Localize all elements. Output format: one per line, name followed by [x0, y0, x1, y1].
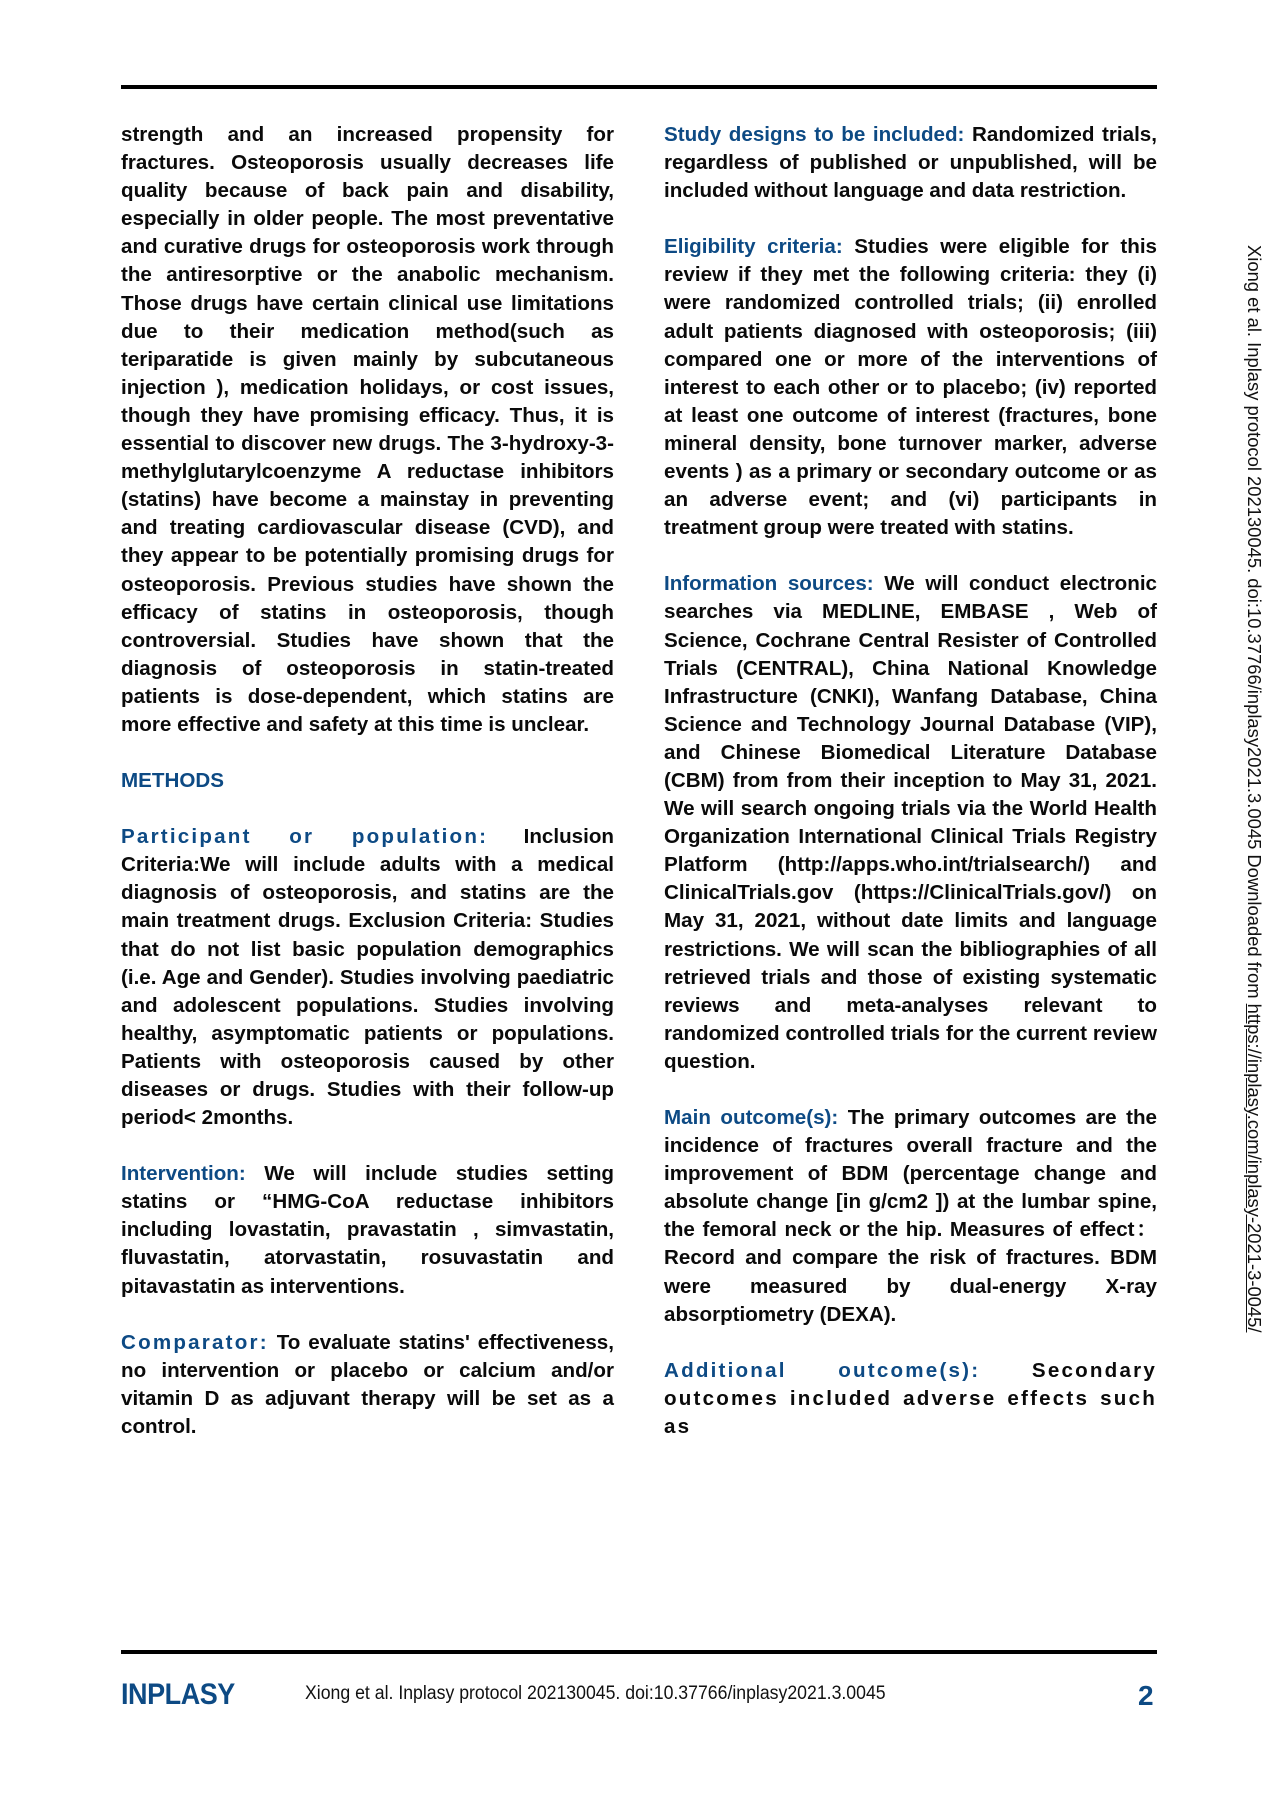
main-outcomes-label: Main outcome(s):: [664, 1106, 839, 1129]
information-sources-section: [664, 570, 1157, 1076]
side-download-note: [1243, 245, 1265, 1332]
eligibility-label: Eligibility criteria:: [664, 235, 843, 259]
footer-brand-logo: INPLASY: [121, 1678, 235, 1711]
main-outcomes-section: [664, 1104, 1157, 1329]
study-designs-label: Study designs to be included:: [664, 123, 965, 146]
study-designs-text: Randomized trials, regardless of published or unpublished, will be included without language and data restriction.: [664, 123, 1157, 203]
comparator-section: [121, 1329, 614, 1441]
participant-label: Participant or population:: [121, 825, 489, 849]
additional-outcomes-label: Additional outcome(s):: [664, 1358, 981, 1382]
methods-heading: [121, 767, 614, 795]
eligibility-section: [664, 233, 1157, 542]
header-rule: [121, 85, 1157, 89]
left-column: [121, 121, 614, 1469]
intro-text: strength and an increased propensity for fractures. Osteoporosis usually decreases life quality because of back pain and disability, especially in older people. The most preventative and curative drugs for osteoporosis work through the antiresorptive or the anabolic mechanism. Those drugs have certain clinical use limitations due to their medication method(such as teriparatide is given mainly by subcutaneous injection ), medication holidays, or cost issues, though they have promising efficacy. Thus, it is essential to discover new drugs. The 3-hydroxy-3-methylglutarylcoenzyme A reductase inhibitors (statins) have become a mainstay in preventing and treating cardiovascular disease (CVD), and they appear to be potentially promising drugs for osteoporosis. Previous studies have shown the efficacy of statins in osteoporosis, though controversial. Studies have shown that the diagnosis of osteoporosis in statin-treated patients is dose-dependent, which statins are more effective and safety at this time is unclear.: [121, 123, 614, 736]
side-note-link[interactable]: https://inplasy.com/inplasy-2021-3-0045/: [1244, 1003, 1265, 1333]
additional-outcomes-text: Secondary outcomes included adverse effects such as: [664, 1358, 1157, 1438]
page-number: 2: [1138, 1680, 1154, 1711]
additional-outcomes-section: [664, 1357, 1157, 1441]
participant-section: [121, 823, 614, 1132]
methods-heading-text: METHODS: [121, 769, 224, 793]
study-designs-section: [664, 121, 1157, 205]
intervention-label: Intervention:: [121, 1162, 246, 1186]
comparator-text: To evaluate statins' effectiveness, no intervention or placebo or calcium and/or vitamin D as adjuvant therapy will be set as a control.: [121, 1330, 614, 1438]
intro-paragraph: [121, 121, 614, 739]
footer-citation: Xiong et al. Inplasy protocol 202130045. doi:10.37766/inplasy2021.3.0045: [305, 1683, 886, 1704]
intervention-text: We will include studies setting statins or “HMG-CoA reductase inhibitors including lovastatin, pravastatin , simvastatin, fluvastatin, atorvastatin, rosuvastatin and pitavastatin as interventions.: [121, 1162, 614, 1298]
participant-text: Inclusion Criteria:We will include adults with a medical diagnosis of osteoporosis, and statins are the main treatment drugs. Exclusion Criteria: Studies that do not list basic population demographics (i.e. Age and Gender). Studies involving paediatric and adolescent populations. Studies involving healthy, asymptomatic patients or populations. Patients with osteoporosis caused by other diseases or drugs. Studies with their follow-up period< 2months.: [121, 825, 614, 1130]
information-sources-text: We will conduct electronic searches via MEDLINE, EMBASE , Web of Science, Cochrane Central Resister of Controlled Trials (CENTRAL), China National Knowledge Infrastructure (CNKI), Wanfang Database, China Science and Technology Journal Database (VIP), and Chinese Biomedical Literature Database (CBM) from from their inception to May 31, 2021. We will search ongoing trials via the World Health Organization International Clinical Trials Registry Platform (http://apps.who.int/trialsearch/) and ClinicalTrials.gov (https://ClinicalTrials.gov/) on May 31, 2021, without date limits and language restrictions. We will scan the bibliographies of all retrieved trials and those of existing systematic reviews and meta-analyses relevant to randomized controlled trials for the current review question.: [664, 572, 1157, 1073]
main-outcomes-text: The primary outcomes are the incidence of fractures overall fracture and the improvement of BDM (percentage change and absolute change [in g/cm2 ]) at the lumbar spine, the femoral neck or the hip. Measures of effect：Record and compare the risk of fractures. BDM were measured by dual-energy X-ray absorptiometry (DEXA).: [664, 1106, 1157, 1326]
eligibility-text: Studies were eligible for this review if they met the following criteria: they (i) were randomized controlled trials; (ii) enrolled adult patients diagnosed with osteoporosis; (iii) compared one or more of the interventions of interest to each other or to placebo; (iv) reported at least one outcome of interest (fractures, bone mineral density, bone turnover marker, adverse events ) as a primary or secondary outcome or as an adverse event; and (vi) participants in treatment group were treated with statins.: [664, 235, 1157, 540]
comparator-label: Comparator:: [121, 1330, 269, 1354]
side-note-text: Xiong et al. Inplasy protocol 202130045. doi:10.37766/inplasy2021.3.0045 Downloaded from: [1244, 245, 1265, 1004]
footer-rule: [121, 1650, 1157, 1654]
information-sources-label: Information sources:: [664, 572, 874, 596]
right-column: [664, 121, 1157, 1469]
intervention-section: [121, 1160, 614, 1300]
